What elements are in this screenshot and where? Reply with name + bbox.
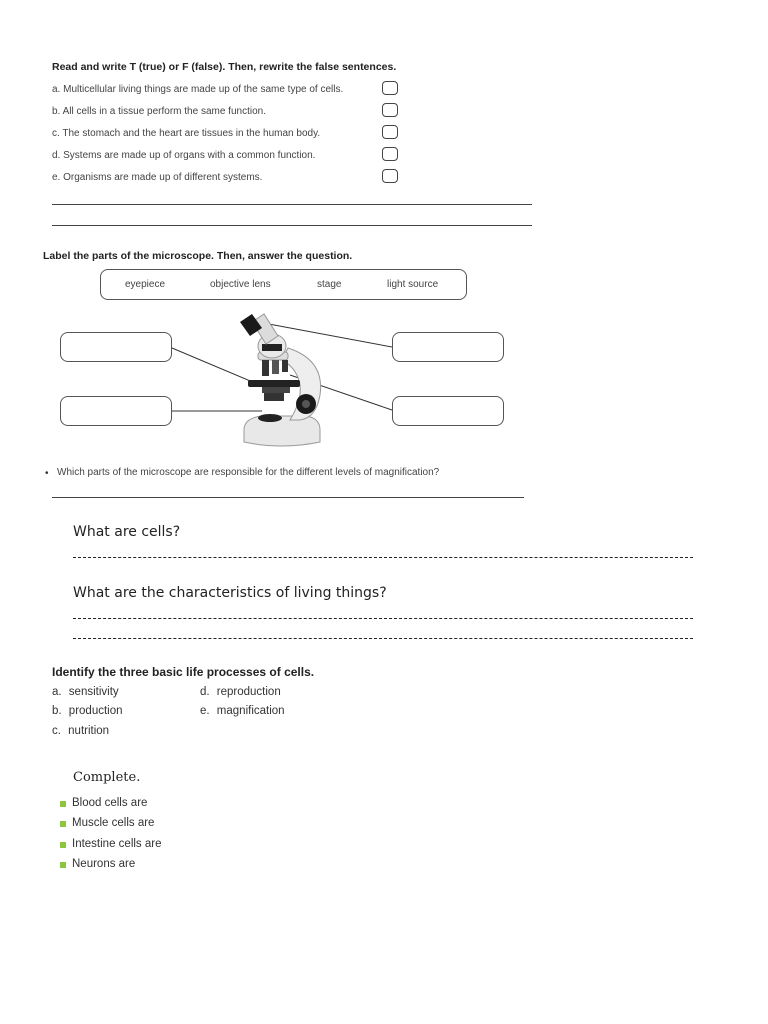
complete-item-neurons: Neurons are — [72, 858, 136, 870]
microscope-question: Which parts of the microscope are responsible for the different levels of magnification? — [57, 467, 440, 478]
option-d[interactable] — [200, 686, 281, 698]
tf-heading: Read and write T (true) or F (false). Then, rewrite the false sentences. — [52, 61, 397, 73]
answer-line-cells[interactable] — [73, 557, 693, 558]
complete-item-blood: Blood cells are — [72, 797, 148, 809]
answer-line-characteristics-1[interactable] — [73, 618, 693, 619]
green-bullet-icon — [60, 842, 66, 848]
option-d-text: reproduction — [216, 686, 281, 698]
option-a[interactable] — [52, 686, 119, 698]
word-objective-lens: objective lens — [210, 279, 271, 290]
question-bullet: • — [45, 468, 49, 479]
tf-statement-c: c. The stomach and the heart are tissues in the human body. — [52, 128, 321, 139]
complete-heading: Complete. — [73, 770, 141, 785]
option-a-text: sensitivity — [68, 686, 119, 698]
green-bullet-icon — [60, 801, 66, 807]
green-bullet-icon — [60, 821, 66, 827]
word-stage: stage — [317, 279, 342, 290]
microscope-answer-line[interactable] — [52, 497, 524, 498]
tf-statement-d: d. Systems are made up of organs with a common function. — [52, 150, 316, 161]
option-d-letter: d. — [200, 686, 210, 698]
answer-line-characteristics-2[interactable] — [73, 638, 693, 639]
tf-statement-a: a. Multicellular living things are made up of the same type of cells. — [52, 84, 344, 95]
option-c[interactable] — [52, 725, 109, 737]
option-b[interactable] — [52, 705, 123, 717]
option-e-text: magnification — [216, 705, 285, 717]
option-b-text: production — [68, 705, 123, 717]
green-bullet-icon — [60, 862, 66, 868]
tf-statement-e: e. Organisms are made up of different systems. — [52, 172, 263, 183]
complete-item-muscle: Muscle cells are — [72, 817, 155, 829]
life-processes-heading: Identify the three basic life processes of cells. — [52, 665, 315, 679]
option-e[interactable] — [200, 705, 285, 717]
tf-statement-b: b. All cells in a tissue perform the same function. — [52, 106, 266, 117]
microscope-illustration — [240, 314, 321, 446]
word-eyepiece: eyepiece — [125, 279, 166, 290]
option-e-letter: e. — [200, 705, 210, 717]
question-characteristics: What are the characteristics of living things? — [73, 585, 387, 601]
option-c-text: nutrition — [68, 725, 110, 737]
option-c-letter: c. — [52, 725, 61, 737]
complete-item-intestine: Intestine cells are — [72, 838, 162, 850]
microscope-heading: Label the parts of the microscope. Then, answer the question. — [43, 250, 353, 262]
option-a-letter: a. — [52, 686, 62, 698]
option-b-letter: b. — [52, 705, 62, 717]
word-light-source: light source — [387, 279, 439, 290]
question-what-are-cells: What are cells? — [73, 524, 181, 540]
